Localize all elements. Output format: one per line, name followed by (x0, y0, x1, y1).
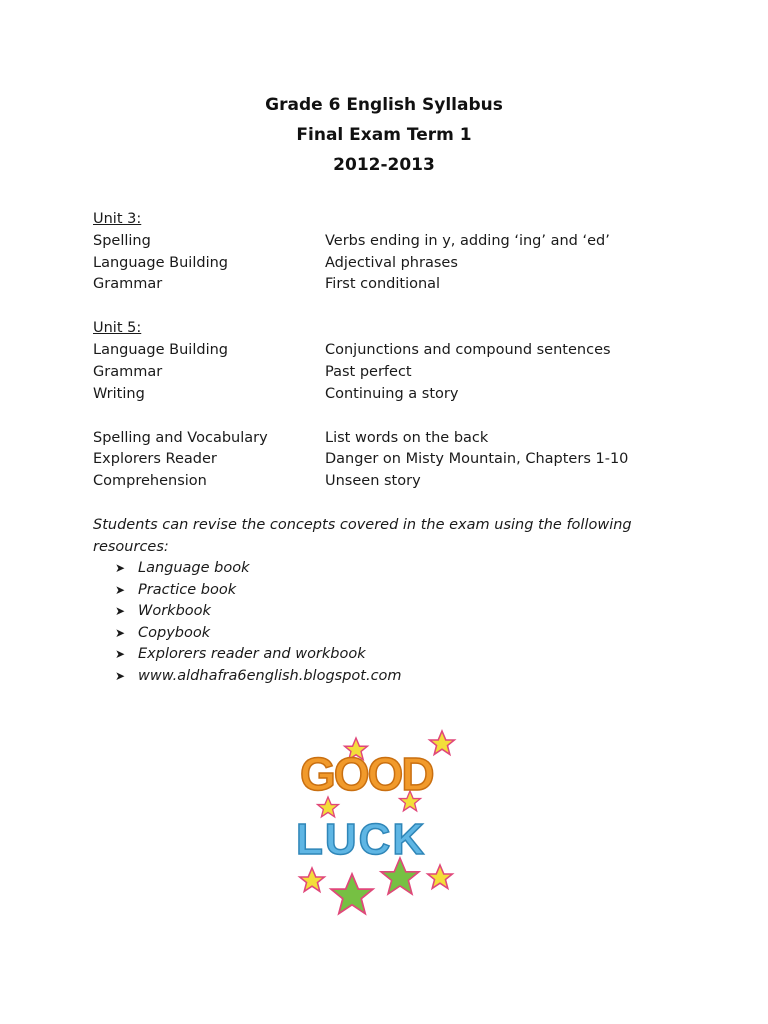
unit3-topic-language-building: Language Building (93, 255, 228, 271)
topic-spelling-vocabulary: Spelling and Vocabulary (93, 430, 268, 446)
page-title: Grade 6 English Syllabus (265, 95, 503, 115)
unit3-topic-spelling: Spelling (93, 233, 151, 249)
list-item: ➤ Practice book (115, 580, 402, 602)
blog-link: www.aldhafra6english.blogspot.com (138, 667, 402, 684)
unit3-topic-grammar: Grammar (93, 276, 163, 292)
luck-word: LUCK (296, 815, 427, 864)
list-item: ➤ Language book (115, 558, 402, 580)
unit3-content-spelling: Verbs ending in y, adding ‘ing’ and ‘ed’ (325, 233, 610, 249)
content-explorers-reader: Danger on Misty Mountain, Chapters 1-10 (325, 451, 629, 467)
unit3-heading: Unit 3: (93, 211, 142, 227)
resources-list (115, 558, 402, 688)
topic-comprehension: Comprehension (93, 473, 207, 489)
green-star-icon (331, 858, 419, 914)
arrow-bullet-icon: ➤ (115, 561, 126, 575)
good-luck-illustration (290, 728, 470, 923)
content-comprehension: Unseen story (325, 473, 421, 489)
unit5-content-language-building: Conjunctions and compound sentences (325, 342, 611, 358)
arrow-bullet-icon: ➤ (115, 582, 126, 597)
list-item (115, 666, 402, 688)
unit5-topic-language-building: Language Building (93, 342, 228, 358)
list-item: ➤ Explorers reader and workbook (115, 644, 402, 666)
list-item: ➤ Copybook (115, 623, 402, 645)
unit5-content-grammar: Past perfect (325, 364, 412, 380)
school-year: 2012-2013 (333, 155, 435, 175)
arrow-bullet-icon: ➤ (115, 625, 126, 640)
good-word: GOOD (300, 748, 433, 800)
arrow-bullet-icon: ➤ (115, 668, 126, 683)
topic-explorers-reader: Explorers Reader (93, 451, 217, 467)
unit3-content-language-building: Adjectival phrases (325, 255, 458, 271)
unit5-content-writing: Continuing a story (325, 386, 459, 402)
resources-note: Students can revise the concepts covered in the exam using the following resources: (93, 517, 632, 555)
content-spelling-vocabulary: List words on the back (325, 430, 489, 446)
unit5-heading: Unit 5: (93, 320, 142, 336)
unit5-topic-grammar: Grammar (93, 364, 163, 380)
exam-subtitle: Final Exam Term 1 (296, 125, 472, 145)
unit5-topic-writing: Writing (93, 386, 145, 402)
list-item: ➤ Workbook (115, 601, 402, 623)
arrow-bullet-icon: ➤ (115, 604, 126, 619)
arrow-bullet-icon: ➤ (115, 647, 126, 662)
unit3-content-grammar: First conditional (325, 276, 441, 292)
